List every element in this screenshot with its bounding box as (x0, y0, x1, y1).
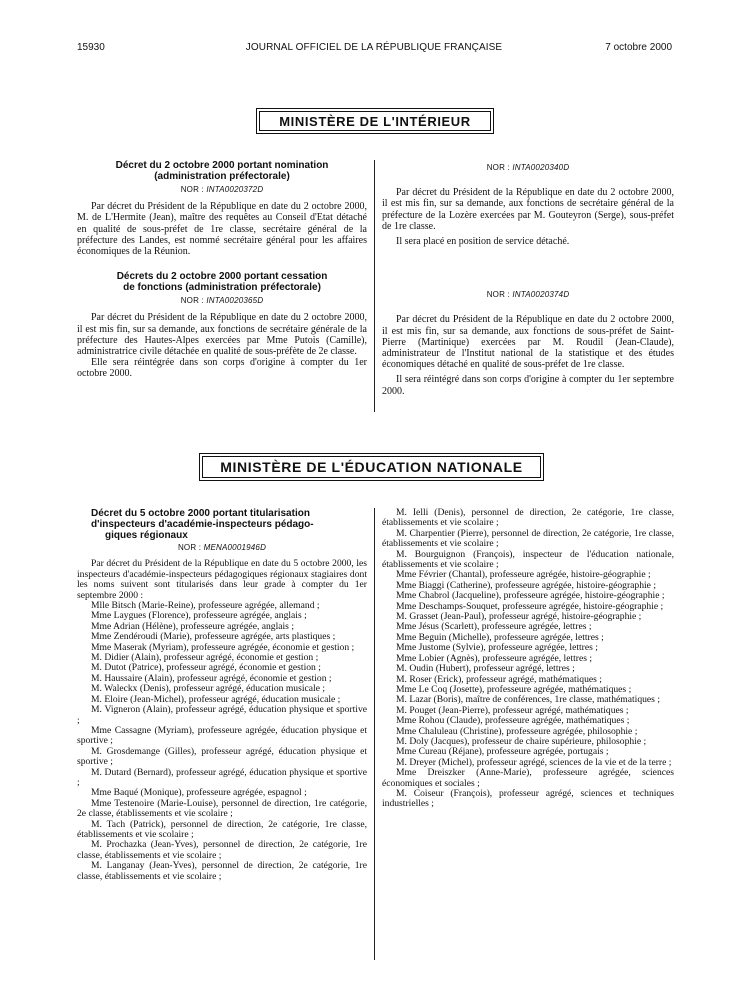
appointee-entry: M. Ielli (Denis), personnel de direction, 2e catégorie, 1re classe, établissements et vie scolaire ; (382, 507, 674, 529)
decree-body: Par décret du Président de la République en date du 2 octobre 2000, M. de L'Hermite (Jean), maître des requêtes au Conseil d'Etat détaché en qualité de sous-préfet de 1re classe, secrétaire général de la préfecture des Landes, est nommé secrétaire général pour les affaires économiques de la Réunion. (77, 201, 367, 258)
interior-left-column (77, 160, 367, 380)
ministry-education-heading (199, 453, 544, 481)
decree-body: Par décret du Président de la République en date du 2 octobre 2000, il est mis fin, sur sa demande, aux fonctions de secrétaire générale de la préfecture des Hautes-Alpes exercées par Mme Putois (Camille), administratrice civile détachée en qualité de sous-préfète de 2e classe. (77, 312, 367, 358)
appointee-entry: M. Coiseur (François), professeur agrégé, sciences et techniques industrielles ; (382, 787, 674, 810)
appointee-entry: M. Eloire (Jean-Michel), professeur agrégé, éducation musicale ; (91, 693, 341, 705)
appointee-entry: M. Grosdemange (Gilles), professeur agrégé, éducation physique et sportive ; (77, 745, 367, 768)
decree-body: Elle sera réintégrée dans son corps d'origine à compter du 1er octobre 2000. (77, 357, 367, 380)
appointee-entry: M. Grasset (Jean-Paul), professeur agrégé, histoire-géographie ; (396, 611, 642, 623)
appointee-entry: Mme Dreiszker (Anne-Marie), professeure agrégée, sciences économiques et sociales ; (382, 767, 674, 789)
appointee-entry: Mme Rohou (Claude), professeure agrégée, mathématiques ; (396, 715, 630, 727)
decree-body: Il sera réintégré dans son corps d'origine à compter du 1er septembre 2000. (382, 374, 674, 397)
ministry-education-title: MINISTÈRE DE L'ÉDUCATION NATIONALE (202, 456, 541, 478)
decree-titularisation-title-line1: Décret du 5 octobre 2000 portant titularisation (91, 508, 310, 519)
nor-label: NOR : (180, 185, 204, 194)
nor-reference (77, 295, 367, 306)
nor-label: NOR : (177, 543, 202, 552)
nor-reference (382, 289, 674, 300)
appointee-entry: Mme Justome (Sylvie), professeure agrégée, lettres ; (396, 642, 598, 654)
nor-code: INTA0020372D (206, 185, 264, 194)
issue-date: 7 octobre 2000 (605, 42, 672, 53)
nor-code: MENA0001946D (203, 543, 267, 552)
appointee-entry: M. Waleckx (Denis), professeur agrégé, éducation musicale ; (91, 683, 326, 695)
journal-title: JOURNAL OFFICIEL DE LA RÉPUBLIQUE FRANÇAISE (245, 42, 503, 53)
appointee-entry: M. Dutard (Bernard), professeur agrégé, éducation physique et sportive ; (77, 766, 367, 788)
nor-reference (382, 162, 674, 173)
appointee-entry: Mme Biaggi (Catherine), professeure agrégée, histoire-géographie ; (396, 579, 656, 591)
appointee-entry: M. Dutot (Patrice), professeur agrégé, économie et gestion ; (91, 662, 321, 674)
nor-label: NOR : (180, 296, 204, 306)
nor-code: INTA0020365D (206, 296, 264, 306)
page-number: 15930 (77, 42, 105, 53)
appointee-entry: M. Lazar (Boris), maître de conférences, 1re classe, mathématiques ; (396, 694, 660, 706)
ministry-interior-title: MINISTÈRE DE L'INTÉRIEUR (259, 111, 491, 131)
appointee-entry: Mme Cassagne (Myriam), professeure agrégée, éducation physique et sportive ; (77, 724, 367, 747)
page-header (0, 42, 748, 56)
appointee-list (77, 601, 367, 882)
decree-nomination-title-line1: Décret du 2 octobre 2000 portant nomination (115, 160, 329, 171)
appointee-entry: Mme Zendéroudi (Marie), professeure agrégée, arts plastiques ; (91, 631, 336, 643)
appointee-entry: M. Doly (Jacques), professeur de chaire supérieure, philosophie ; (396, 735, 647, 747)
decree-intro: Par décret du Président de la République en date du 5 octobre 2000, les inspecteurs d'académie-inspecteurs pédagogiques régionaux stagiaires dont les noms suivent sont titularisés dans leur grade à compter du 1er septembre 2000 : (77, 558, 367, 601)
nor-code: INTA0020340D (512, 163, 570, 172)
decree-body: Par décret du Président de la République en date du 2 octobre 2000, il est mis fin, sur sa demande, aux fonctions de sous-préfet de Saint-Pierre (Martinique) exercées par M. Roudil (Jean-Claude), administrateur de l'Institut national de la statistique et des études économiques détaché en qualité de sous-préfet de 1re classe. (382, 314, 674, 371)
appointee-entry: Mme Deschamps-Souquet, professeure agrégée, histoire-géographie ; (396, 600, 664, 612)
appointee-entry: M. Pouget (Jean-Pierre), professeur agrégé, mathématiques ; (396, 704, 629, 716)
appointee-entry: Mme Testenoire (Marie-Louise), personnel de direction, 1re catégorie, 2e classe, établissements et vie scolaire ; (77, 797, 367, 820)
appointee-entry: Mme Chaluleau (Christine), professeure agrégée, philosophie ; (396, 725, 638, 737)
decree-body: Il sera placé en position de service détaché. (396, 236, 570, 248)
appointee-entry: Mme Maserak (Myriam), professeure agrégée, économie et gestion ; (91, 641, 355, 653)
appointee-entry: M. Prochazka (Jean-Yves), personnel de direction, 2e catégorie, 1re classe, établissements et vie scolaire ; (77, 839, 367, 861)
appointee-list (382, 508, 674, 810)
appointee-entry: Mlle Bitsch (Marie-Reine), professeure agrégée, allemand ; (91, 600, 320, 612)
nor-code: INTA0020374D (512, 290, 570, 300)
decree-nomination-title-line2: (administration préfectorale) (154, 171, 290, 182)
interior-right-column (382, 160, 674, 397)
appointee-entry: Mme Baqué (Monique), professeure agrégée, espagnol ; (91, 787, 307, 799)
appointee-entry: M. Oudin (Hubert), professeur agrégé, lettres ; (396, 663, 575, 675)
column-rule (374, 160, 375, 412)
appointee-entry: Mme Adrian (Hélène), professeure agrégée, anglais ; (91, 620, 294, 632)
appointee-entry: Mme Lobier (Agnès), professeure agrégée, lettres ; (396, 652, 593, 664)
appointee-entry: M. Vigneron (Alain), professeur agrégé, éducation physique et sportive ; (77, 704, 367, 726)
column-rule (374, 508, 375, 960)
education-left-column (77, 508, 367, 882)
decree-titularisation-title-line2: d'inspecteurs d'académie-inspecteurs pédago- (91, 519, 314, 530)
decree-titularisation-title-line3: giques régionaux (105, 530, 188, 541)
appointee-entry: M. Roser (Erick), professeur agrégé, mathématiques ; (396, 673, 602, 685)
appointee-entry: M. Bourguignon (François), inspecteur de l'éducation nationale, établissements et vie scolaire ; (382, 548, 674, 571)
ministry-interior-heading (256, 108, 494, 134)
nor-label: NOR : (486, 290, 510, 300)
appointee-entry: Mme Jésus (Scarlett), professeure agrégée, lettres ; (396, 621, 592, 633)
decree-cessation-title-line1: Décrets du 2 octobre 2000 portant cessation (116, 271, 328, 283)
appointee-entry: M. Didier (Alain), professeur agrégé, économie et gestion ; (91, 652, 319, 664)
decree-body: Par décret du Président de la République en date du 2 octobre 2000, il est mis fin, sur sa demande, aux fonctions de secrétaire général de la préfecture de la Lozère exercées par M. Gouteyron (Serge), sous-préfet de 1re classe. (382, 187, 674, 232)
appointee-entry: M. Langanay (Jean-Yves), personnel de direction, 2e catégorie, 1re classe, établissements et vie scolaire ; (77, 860, 367, 882)
appointee-entry: Mme Le Coq (Josette), professeure agrégée, mathématiques ; (396, 683, 632, 695)
appointee-entry: M. Haussaire (Alain), professeur agrégé, économie et gestion ; (91, 672, 332, 684)
appointee-entry: M. Tach (Patrick), personnel de direction, 2e catégorie, 1re classe, établissements et vie scolaire ; (77, 818, 367, 840)
nor-reference (77, 184, 367, 195)
appointee-entry: Mme Cureau (Réjane), professeure agrégée, portugais ; (396, 746, 609, 758)
appointee-entry: M. Dreyer (Michel), professeur agrégé, sciences de la vie et de la terre ; (396, 756, 672, 768)
appointee-entry: Mme Beguin (Michelle), professeure agrégée, lettres ; (396, 631, 604, 643)
appointee-entry: M. Charpentier (Pierre), personnel de direction, 2e catégorie, 1re classe, établissements et vie scolaire ; (382, 527, 674, 550)
decree-cessation-title-line2: de fonctions (administration préfectorale) (123, 282, 321, 294)
nor-label: NOR : (486, 163, 510, 172)
education-right-column (382, 508, 674, 810)
appointee-entry: Mme Chabrol (Jacqueline), professeure agrégée, histoire-géographie ; (396, 590, 665, 602)
appointee-entry: Mme Laygues (Florence), professeure agrégée, anglais ; (91, 610, 307, 622)
appointee-entry: Mme Février (Chantal), professeure agrégée, histoire-géographie ; (396, 569, 651, 581)
nor-reference (77, 543, 367, 553)
